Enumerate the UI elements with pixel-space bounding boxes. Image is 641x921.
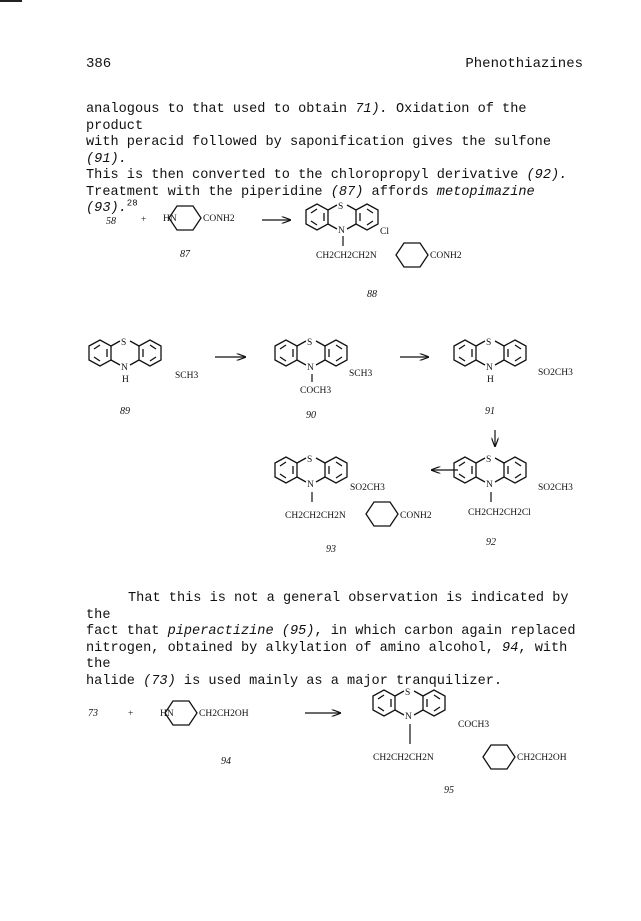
sulfur-label: S: [486, 455, 492, 465]
text: with peracid followed by saponification gives the sulfone: [86, 135, 551, 150]
page-number: 386: [86, 56, 112, 72]
ch2ch2oh-label: CH2CH2OH: [199, 709, 249, 719]
text: halide: [86, 673, 144, 689]
text: , with the: [86, 640, 568, 672]
reactant-ref-58: 58: [106, 216, 116, 227]
running-title: Phenothiazines: [465, 56, 583, 72]
compound-label-94: 94: [221, 756, 231, 767]
text: fact that: [86, 624, 168, 639]
sulfur-label: S: [121, 338, 127, 348]
propyl-chain: CH2CH2CH2N: [316, 251, 377, 261]
hn-label: HN: [163, 214, 177, 224]
plus-sign: +: [128, 709, 134, 719]
text: This is then converted to the chloropropyl derivative: [86, 168, 527, 183]
so2ch3-label: SO2CH3: [538, 368, 573, 378]
text: affords: [363, 184, 437, 200]
text: Treatment with the piperidine: [86, 184, 331, 200]
compound-ref: 71).: [355, 102, 388, 117]
sulfur-label: S: [405, 688, 411, 698]
nh-label: H: [122, 375, 129, 385]
so2ch3-label: SO2CH3: [538, 483, 573, 493]
compound-ref: 94: [502, 640, 519, 656]
compound-ref: (73): [143, 673, 176, 689]
conh2-label: CONH2: [430, 251, 462, 261]
nitrogen-label: N: [486, 363, 493, 373]
nitrogen-label: N: [486, 480, 493, 490]
nitrogen-label: N: [307, 363, 314, 373]
text: analogous to that used to obtain: [86, 102, 356, 117]
compound-label-93: 93: [326, 544, 336, 555]
chloro-label: Cl: [380, 227, 389, 237]
chloropropyl-chain: CH2CH2CH2Cl: [468, 508, 531, 518]
compound-label-95: 95: [444, 785, 454, 796]
drug-name: piperactizine: [167, 624, 274, 639]
text: That this is not a general observation is indicated by the: [86, 591, 569, 623]
piperidine-ring: [396, 243, 428, 267]
text: , in which carbon again replaced: [314, 624, 576, 639]
sch3-label: SCH3: [349, 369, 373, 379]
compound-label-89: 89: [120, 406, 130, 417]
nitrogen-label: N: [307, 480, 314, 490]
text: is used mainly as a major tranquilizer.: [175, 673, 503, 689]
nitrogen-label: N: [338, 226, 345, 236]
compound-label-88: 88: [367, 289, 377, 300]
propyl-chain: CH2CH2CH2N: [373, 753, 434, 763]
compound-ref: (92).: [526, 168, 568, 183]
conh2-label: CONH2: [400, 511, 432, 521]
compound-ref: (95): [273, 624, 315, 639]
piperidine-ring: [366, 502, 398, 526]
nh-label: H: [487, 375, 494, 385]
so2ch3-label: SO2CH3: [350, 483, 385, 493]
sulfur-label: S: [486, 338, 492, 348]
propyl-chain: CH2CH2CH2N: [285, 511, 346, 521]
piperidine-ring: [483, 745, 515, 769]
footnote-ref: 28: [126, 198, 138, 209]
sulfur-label: S: [338, 202, 344, 212]
coch3-label: COCH3: [300, 386, 332, 396]
compound-label-92: 92: [486, 537, 496, 548]
text: nitrogen, obtained by alkylation of amino alcohol,: [86, 640, 503, 656]
plus-sign: +: [141, 215, 147, 225]
hn-label: HN: [160, 709, 174, 719]
nitrogen-label: N: [121, 363, 128, 373]
nitrogen-label: N: [405, 712, 412, 722]
compound-label-91: 91: [485, 406, 495, 417]
sulfur-label: S: [307, 455, 313, 465]
sch3-label: SCH3: [175, 371, 199, 381]
compound-label-87: 87: [180, 249, 190, 260]
reactant-ref-73: 73: [88, 708, 98, 719]
drug-name: metopimazine: [436, 184, 535, 200]
compound-ref: (87): [330, 184, 364, 200]
compound-ref: (91).: [86, 151, 127, 167]
conh2-label: CONH2: [203, 214, 235, 224]
text: Oxidation of the product: [86, 102, 527, 134]
coch3-label: COCH3: [458, 720, 490, 730]
compound-label-90: 90: [306, 410, 316, 421]
compound-ref: (93).: [86, 201, 127, 216]
sulfur-label: S: [307, 338, 313, 348]
ch2ch2oh-label: CH2CH2OH: [517, 753, 567, 763]
